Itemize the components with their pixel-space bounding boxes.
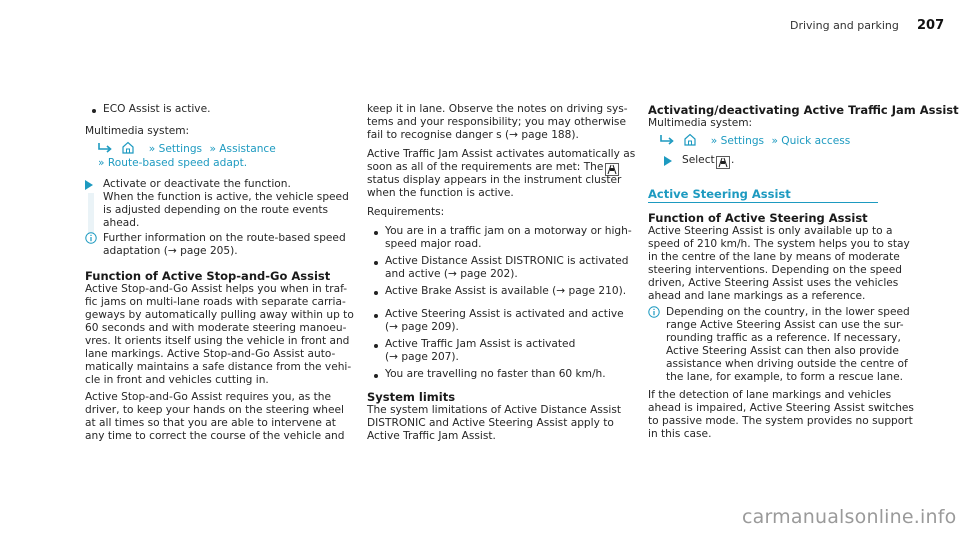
- bullet-dot: [374, 231, 378, 235]
- bullet-dot: [374, 291, 378, 295]
- paragraph-line: soon as all of the requirements are met: The: [367, 161, 604, 173]
- traffic-jam-assist-icon[interactable]: [716, 154, 728, 165]
- list-item: Active Steering Assist is activated and active: [385, 308, 624, 320]
- list-item: (→ page 209).: [385, 321, 459, 333]
- chevron-double-icon: »: [98, 157, 105, 169]
- paragraph-line: matically maintains a safe distance from the vehi-: [85, 361, 352, 373]
- action-arrow-icon: [664, 156, 672, 166]
- home-icon[interactable]: [683, 133, 697, 149]
- paragraph-line: status display appears in the instrument cluster: [367, 174, 622, 186]
- info-icon: [648, 306, 660, 321]
- info-text: rounding traffic as a reference. If necessary,: [666, 332, 901, 344]
- paragraph-line: driver, to keep your hands on the steering wheel: [85, 404, 344, 416]
- paragraph-line: lane markings. Active Stop-and-Go Assist auto-: [85, 348, 336, 360]
- info-text: Further information on the route-based speed: [103, 232, 346, 244]
- step-text: is adjusted depending on the route events: [103, 204, 329, 216]
- info-text: Depending on the country, in the lower speed: [666, 306, 910, 318]
- paragraph-line: ahead is impaired, Active Steering Assist switches: [648, 402, 914, 414]
- bullet-dot: [374, 314, 378, 318]
- paragraph-line: vres. It orients itself using the vehicle in front and: [85, 335, 350, 347]
- action-arrow-icon: [85, 180, 93, 190]
- paragraph-line: geways by automatically pulling away within up to: [85, 309, 354, 321]
- bullet-dot: [92, 109, 96, 113]
- info-text: adaptation (→ page 205).: [103, 245, 238, 257]
- section-heading: Function of Active Stop-and-Go Assist: [85, 269, 331, 283]
- bullet-dot: [374, 344, 378, 348]
- paragraph-line: DISTRONIC and Active Steering Assist apply to: [367, 417, 614, 429]
- info-text: the lane, for example, to form a rescue lane.: [666, 371, 903, 383]
- info-text: range Active Steering Assist can use the sur-: [666, 319, 904, 331]
- breadcrumb: [660, 133, 850, 149]
- info-text: Active Steering Assist can then also provide: [666, 345, 899, 357]
- crumb-assistance[interactable]: Assistance: [219, 143, 276, 155]
- paragraph-line: Active Stop-and-Go Assist requires you, as the: [85, 391, 332, 403]
- chevron-double-icon: »: [209, 143, 216, 155]
- list-item: (→ page 207).: [385, 351, 459, 363]
- crumb-settings[interactable]: Settings: [720, 135, 765, 147]
- chevron-double-icon: »: [771, 135, 778, 147]
- home-icon[interactable]: [121, 141, 135, 157]
- crumb-quick-access[interactable]: Quick access: [781, 135, 851, 147]
- breadcrumb: [98, 141, 276, 157]
- paragraph-line: If the detection of lane markings and vehicles: [648, 389, 892, 401]
- paragraph-line: Active Traffic Jam Assist.: [367, 430, 496, 442]
- section-title: Active Steering Assist: [648, 187, 791, 201]
- step-text: Activate or deactivate the function.: [103, 178, 291, 190]
- paragraph-line: cle in front and vehicles cutting in.: [85, 374, 269, 386]
- paragraph-line: in this case.: [648, 428, 712, 440]
- bullet-dot: [374, 261, 378, 265]
- select-label: Select: [682, 154, 715, 166]
- list-item: speed major road.: [385, 238, 482, 250]
- running-title: Driving and parking: [790, 19, 899, 32]
- section-heading: System limits: [367, 390, 456, 404]
- list-item: Active Distance Assist DISTRONIC is activated: [385, 255, 629, 267]
- multimedia-label: Multimedia system:: [648, 117, 753, 129]
- section-heading: Function of Active Steering Assist: [648, 211, 868, 225]
- list-item: Active Traffic Jam Assist is activated: [385, 338, 576, 350]
- list-item: You are in a traffic jam on a motorway or high-: [385, 225, 632, 237]
- watermark[interactable]: carmanualsonline.info: [742, 506, 957, 528]
- paragraph-line: tems and your responsibility; you may otherwise: [367, 116, 626, 128]
- step-text: ahead.: [103, 217, 140, 229]
- paragraph-line: Active Traffic Jam Assist activates automatically as: [367, 148, 636, 160]
- section-divider: [648, 202, 878, 203]
- list-item: You are travelling no faster than 60 km/h.: [385, 368, 606, 380]
- paragraph-line: driven, Active Steering Assist uses the vehicles: [648, 277, 899, 289]
- info-text: assistance when driving outside the centre of: [666, 358, 908, 370]
- paragraph-line: in the centre of the lane by means of moderate: [648, 251, 900, 263]
- requirements-label: Requirements:: [367, 206, 445, 218]
- paragraph-line: 60 seconds and with moderate steering manoeu-: [85, 322, 347, 334]
- section-heading: Activating/deactivating Active Traffic Jam Assist: [648, 103, 959, 117]
- multimedia-label: Multimedia system:: [85, 125, 190, 137]
- crumb-route-based[interactable]: Route-based speed adapt.: [107, 157, 248, 169]
- step-bar: [88, 193, 94, 233]
- paragraph-line: fail to recognise danger s (→ page 188).: [367, 129, 579, 141]
- paragraph-line: any time to correct the course of the vehicle and: [85, 430, 345, 442]
- list-item: Active Brake Assist is available (→ page 210).: [385, 285, 627, 297]
- period: .: [731, 154, 735, 166]
- traffic-jam-assist-icon: [605, 161, 617, 172]
- paragraph-line: fic jams on multi-lane roads with separate carria-: [85, 296, 346, 308]
- paragraph-line: when the function is active.: [367, 187, 514, 199]
- list-item: ECO Assist is active.: [103, 103, 211, 115]
- paragraph-line: speed of 210 km/h. The system helps you to stay: [648, 238, 910, 250]
- chevron-double-icon: »: [710, 135, 718, 147]
- paragraph-line: Active Steering Assist is only available up to a: [648, 225, 893, 237]
- paragraph-line: Active Stop-and-Go Assist helps you when in traf-: [85, 283, 348, 295]
- bullet-dot: [374, 374, 378, 378]
- info-icon: [85, 232, 97, 247]
- step-text: When the function is active, the vehicle speed: [103, 191, 349, 203]
- return-arrow-icon: [98, 142, 112, 156]
- paragraph-line: ahead and lane markings as a reference.: [648, 290, 866, 302]
- list-item: and active (→ page 202).: [385, 268, 518, 280]
- crumb-settings[interactable]: Settings: [158, 143, 203, 155]
- breadcrumb-line2: [98, 157, 247, 169]
- paragraph-line: keep it in lane. Observe the notes on driving sys-: [367, 103, 628, 115]
- paragraph-line: steering interventions. Depending on the speed: [648, 264, 902, 276]
- page-number: 207: [917, 18, 945, 33]
- paragraph-line: at all times so that you are able to intervene at: [85, 417, 336, 429]
- paragraph-line: to passive mode. The system provides no support: [648, 415, 913, 427]
- return-arrow-icon: [660, 134, 674, 148]
- paragraph-line: The system limitations of Active Distance Assist: [367, 404, 622, 416]
- chevron-double-icon: »: [148, 143, 156, 155]
